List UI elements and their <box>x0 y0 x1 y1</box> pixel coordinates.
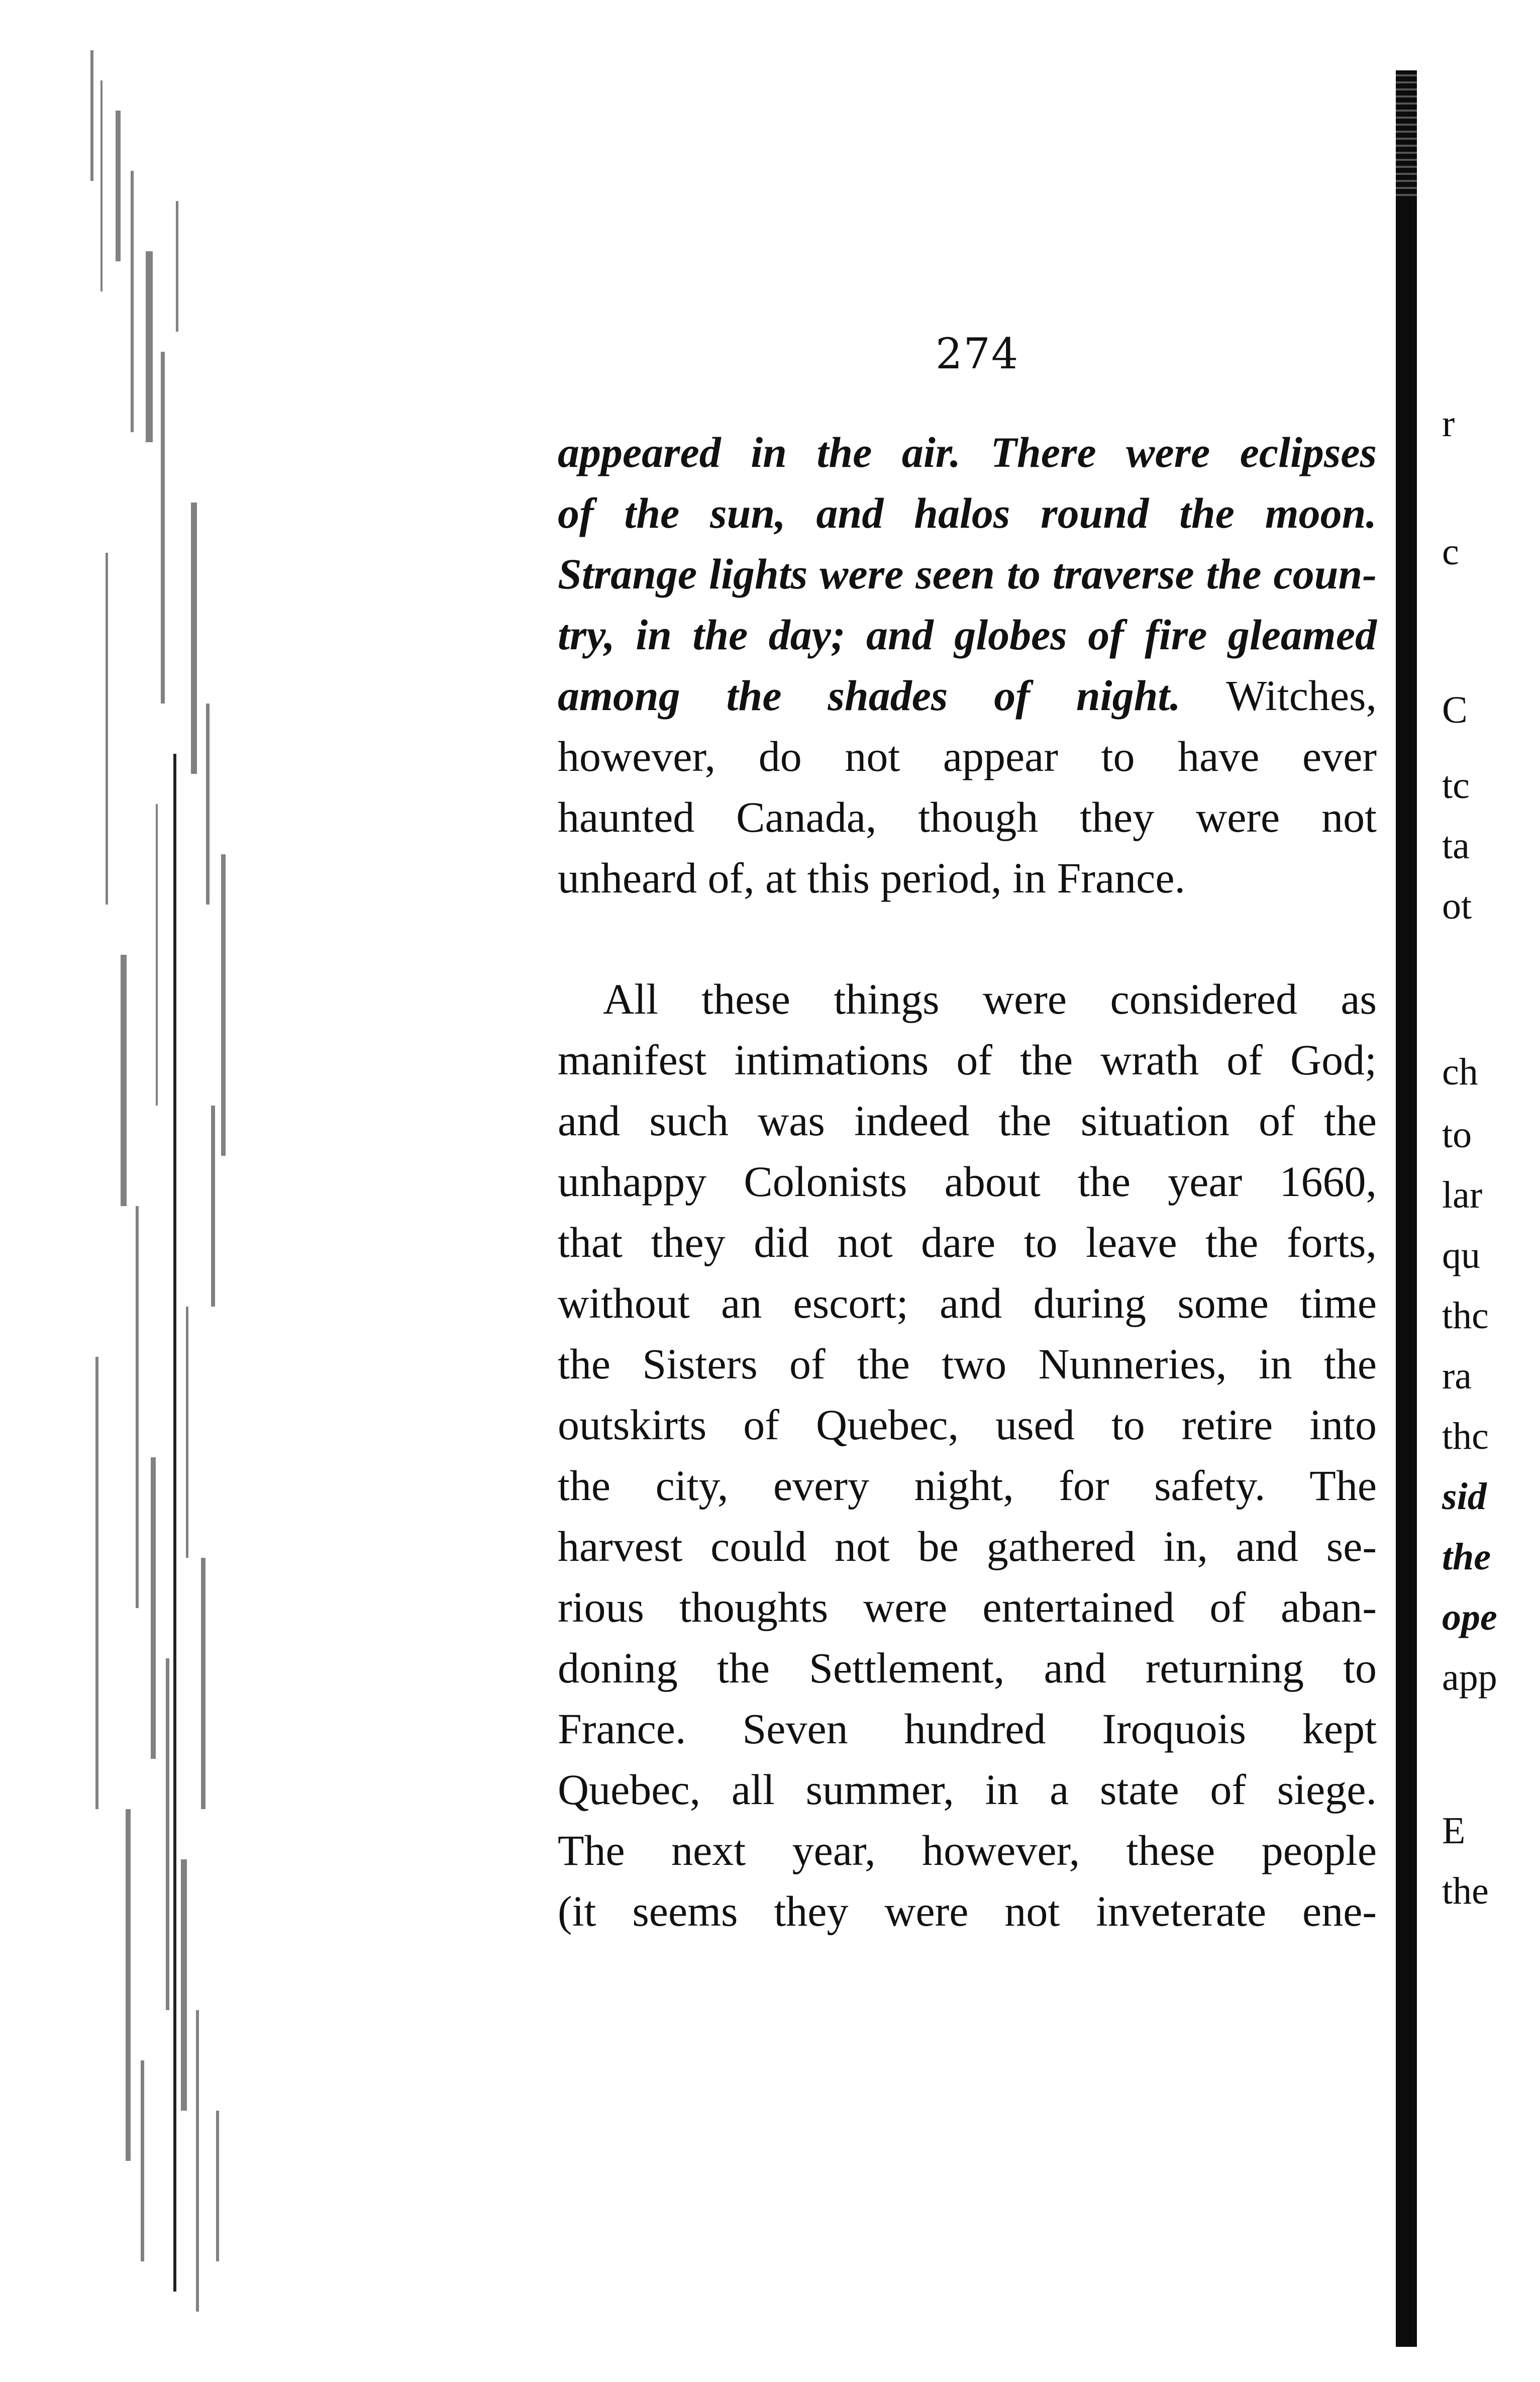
facing-fragment: E <box>1442 1810 1466 1852</box>
paragraph-gap <box>558 909 1377 969</box>
italic-run: among the shades of night. <box>558 671 1181 720</box>
scan-streak <box>136 1206 139 1608</box>
text-line: appeared in the air. There were eclipses <box>558 428 1377 476</box>
scan-streak <box>90 50 93 181</box>
facing-fragment: ch <box>1442 1051 1478 1093</box>
text-line: France. Seven hundred Iroquois kept <box>558 1705 1377 1753</box>
facing-fragment: thc <box>1442 1415 1489 1457</box>
facing-fragment: ot <box>1442 885 1472 927</box>
facing-fragment: the <box>1442 1870 1489 1912</box>
text-line: haunted Canada, though they were not <box>558 793 1377 841</box>
right-binding-bar <box>1396 70 1417 2347</box>
text-line <box>558 665 1377 726</box>
facing-fragment: sid <box>1442 1475 1487 1518</box>
scan-streak <box>201 1558 206 1809</box>
scan-streak <box>176 201 178 332</box>
paragraph-2 <box>558 969 1377 1942</box>
text-line: (it seems they were not inveterate ene- <box>558 1887 1377 1935</box>
facing-fragment: app <box>1442 1656 1497 1699</box>
scan-streak <box>131 171 134 432</box>
scan-streak <box>146 251 153 442</box>
text-line: The next year, however, these people <box>558 1826 1377 1874</box>
facing-fragment: ra <box>1442 1355 1472 1397</box>
text-line: rious thoughts were entertained of aban- <box>558 1583 1377 1631</box>
scan-streak <box>186 1307 188 1558</box>
scan-streak <box>95 1357 98 1809</box>
scan-streak <box>151 1457 156 1759</box>
facing-fragment: r <box>1442 403 1455 445</box>
facing-fragment: C <box>1442 689 1468 731</box>
roman-run: Witches, <box>1180 671 1377 720</box>
text-line: doning the Settlement, and returning to <box>558 1644 1377 1692</box>
scan-streak <box>216 2111 219 2261</box>
scan-streak <box>156 804 158 1106</box>
scan-streak <box>106 553 108 905</box>
scan-streak <box>181 1859 187 2111</box>
facing-fragment: lar <box>1442 1174 1483 1216</box>
scan-streak <box>161 352 165 704</box>
text-line: without an escort; and during some time <box>558 1279 1377 1327</box>
text-line: however, do not appear to have ever <box>558 732 1377 780</box>
facing-fragment: ope <box>1442 1596 1497 1638</box>
facing-fragment: thc <box>1442 1295 1489 1337</box>
scan-streak <box>116 111 121 261</box>
text-column <box>558 422 1377 1942</box>
text-line: the city, every night, for safety. The <box>558 1461 1377 1510</box>
text-line: unhappy Colonists about the year 1660, <box>558 1157 1377 1206</box>
left-gutter-scan-noise <box>85 50 271 2372</box>
scan-streak <box>126 1809 131 2161</box>
scan-streak <box>100 80 102 291</box>
text-line: manifest intimations of the wrath of God; <box>558 1036 1377 1084</box>
scan-streak <box>211 1106 215 1307</box>
page-number: 274 <box>936 329 1019 378</box>
text-line: outskirts of Quebec, used to retire into <box>558 1401 1377 1449</box>
text-line: Strange lights were seen to traverse the coun- <box>558 550 1377 598</box>
facing-fragment: qu <box>1442 1234 1480 1276</box>
scan-streak <box>206 704 210 905</box>
left-margin-rule <box>173 754 176 2292</box>
facing-fragment: to <box>1442 1114 1472 1156</box>
text-line: the Sisters of the two Nunneries, in the <box>558 1340 1377 1388</box>
right-binding-bar-top <box>1396 70 1417 201</box>
text-line: that they did not dare to leave the forts, <box>558 1218 1377 1266</box>
text-line: All these things were considered as <box>603 975 1377 1023</box>
scan-streak <box>141 2060 144 2261</box>
scan-streak <box>166 1658 169 2010</box>
scan-streak <box>191 503 197 774</box>
facing-fragment: the <box>1442 1536 1491 1578</box>
facing-fragment: ta <box>1442 825 1470 867</box>
text-line: of the sun, and halos round the moon. <box>558 489 1377 537</box>
facing-fragment: c <box>1442 531 1459 573</box>
facing-fragment: tc <box>1442 764 1470 807</box>
text-line: Quebec, all summer, in a state of siege. <box>558 1765 1377 1814</box>
text-line: unheard of, at this period, in France. <box>558 854 1186 902</box>
paragraph-1 <box>558 422 1377 909</box>
scan-streak <box>221 854 226 1156</box>
text-line: harvest could not be gathered in, and se- <box>558 1522 1377 1570</box>
text-line: try, in the day; and globes of fire gleamed <box>558 611 1377 659</box>
scan-streak <box>196 2010 199 2312</box>
scan-streak <box>121 955 127 1206</box>
text-line: and such was indeed the situation of the <box>558 1097 1377 1145</box>
